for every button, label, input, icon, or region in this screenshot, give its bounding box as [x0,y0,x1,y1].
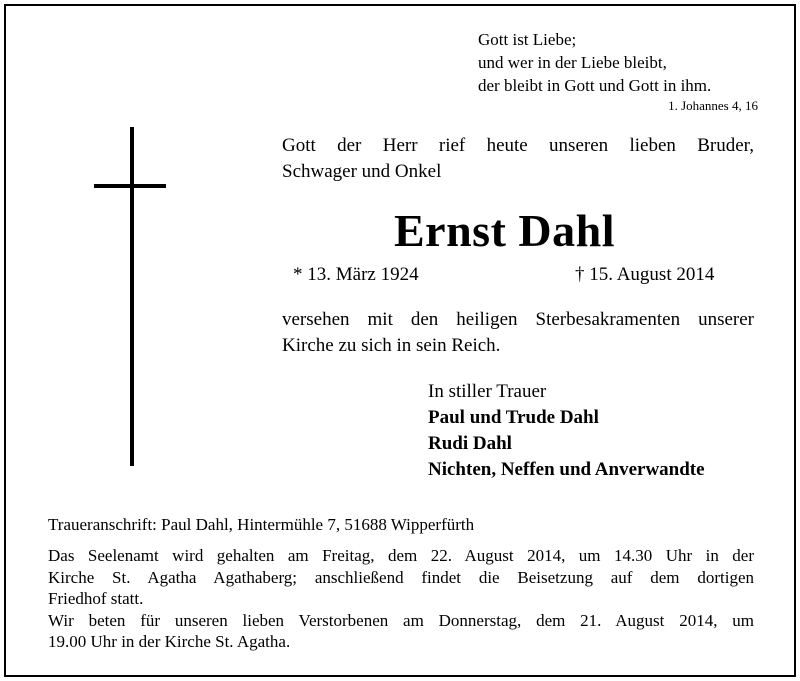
service-line: Das Seelenamt wird gehalten am Freitag, dem 22. August 2014, um 14.30 Uhr in der [48,546,754,565]
mourner-name: Nichten, Neffen und Anverwandte [428,459,705,480]
sacrament-text-line-1: versehen mit den heiligen Sterbesakramenten unserer [282,309,754,330]
quote-line: und wer in der Liebe bleibt, [478,53,667,72]
quote-line: Gott ist Liebe; [478,30,577,49]
sacrament-text-line-2: Kirche zu sich in sein Reich. [282,335,501,356]
mourners-block [428,379,705,483]
quote-reference: 1. Johannes 4, 16 [668,98,758,113]
intro-line-1: Gott der Herr rief heute unseren lieben Bruder, [282,135,754,156]
cross-vertical-bar [130,127,134,466]
mourning-address: Traueranschrift: Paul Dahl, Hintermühle 7, 51688 Wipperfürth [48,515,475,534]
birth-date: * 13. März 1924 [293,264,419,285]
mourner-name: Rudi Dahl [428,433,512,454]
death-date: † 15. August 2014 [575,264,715,285]
service-details [48,545,754,653]
deceased-name: Ernst Dahl [394,205,615,256]
obituary-notice [4,4,796,677]
service-line: Kirche St. Agatha Agathaberg; anschließend findet die Beisetzung auf dem dortigen [48,567,754,587]
cross-horizontal-bar [94,184,166,188]
service-line: Friedhof statt. [48,589,144,608]
bible-quote [478,28,711,97]
intro-line-2: Schwager und Onkel [282,161,442,182]
service-line: 19.00 Uhr in der Kirche St. Agatha. [48,632,291,651]
service-line: Wir beten für unseren lieben Verstorbenen am Donnerstag, dem 21. August 2014, um [48,610,754,630]
mourner-name: Paul und Trude Dahl [428,407,599,428]
mourners-heading: In stiller Trauer [428,381,547,402]
quote-line: der bleibt in Gott und Gott in ihm. [478,76,712,95]
